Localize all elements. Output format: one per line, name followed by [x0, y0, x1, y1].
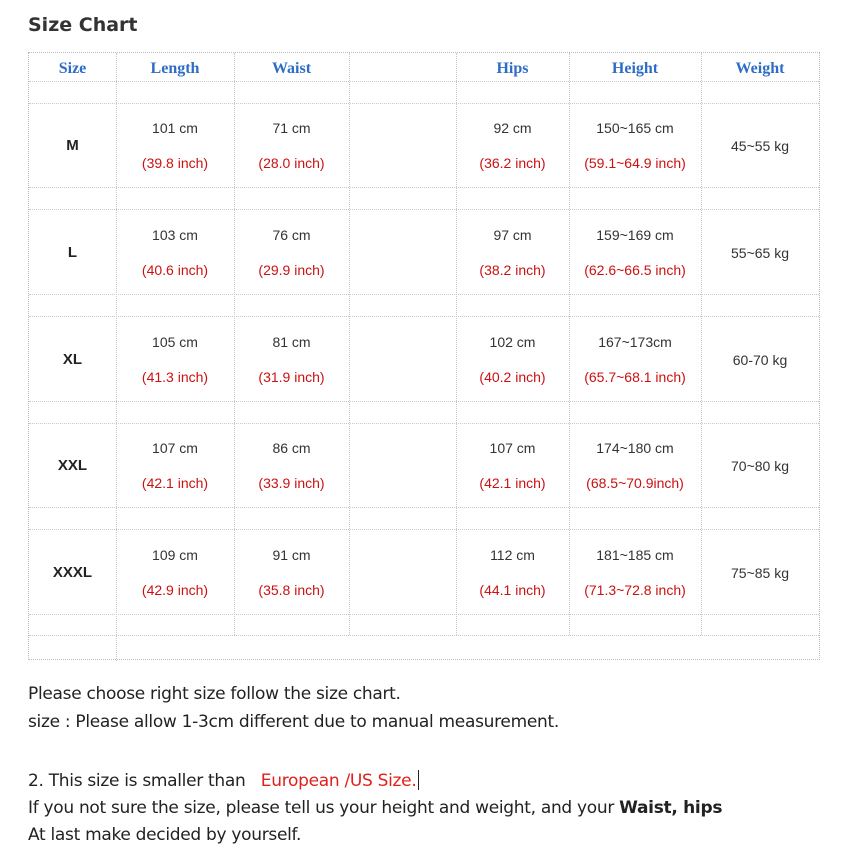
row-divider: [29, 423, 819, 424]
length-cm: 109 cm: [152, 547, 198, 563]
hips-cm: 107 cm: [489, 440, 536, 456]
note-line-3: [28, 770, 419, 791]
note-line-3-prefix: 2. This size is smaller than: [28, 771, 246, 791]
length-inch: (40.6 inch): [141, 262, 209, 278]
height-inch: (62.6~66.5 inch): [584, 262, 686, 278]
header-length: Length: [150, 60, 200, 77]
hips-inch: (42.1 inch): [479, 475, 546, 491]
waist-cm: 86 cm: [272, 440, 311, 456]
height-inch: (68.5~70.9inch): [586, 475, 684, 491]
note-bold-waist-hips: Waist, hips: [619, 798, 723, 818]
hips-cm: 97 cm: [493, 227, 532, 243]
waist-cm: 71 cm: [272, 120, 311, 136]
row-divider: [29, 507, 819, 508]
weight-value: 70~80 kg: [731, 458, 789, 474]
waist-inch: (28.0 inch): [258, 155, 325, 171]
hips-cm: 92 cm: [493, 120, 532, 136]
row-divider: [29, 401, 819, 402]
row-divider: [29, 529, 819, 530]
length-cm: 105 cm: [152, 334, 198, 350]
size-label: XXL: [57, 457, 88, 474]
height-inch: (59.1~64.9 inch): [584, 155, 686, 171]
height-inch: (65.7~68.1 inch): [584, 369, 686, 385]
waist-cm: 91 cm: [272, 547, 311, 563]
column-divider: [116, 53, 117, 661]
waist-inch: (31.9 inch): [258, 369, 325, 385]
hips-inch: (38.2 inch): [479, 262, 546, 278]
hips-inch: (44.1 inch): [479, 582, 546, 598]
length-cm: 103 cm: [152, 227, 198, 243]
header-waist: Waist: [271, 60, 312, 77]
row-divider: [29, 635, 819, 636]
weight-value: 45~55 kg: [731, 138, 789, 154]
column-divider: [349, 53, 350, 635]
size-label: XXXL: [52, 564, 93, 581]
height-cm: 150~165 cm: [596, 120, 674, 136]
header-hips: Hips: [496, 60, 529, 77]
hips-cm: 112 cm: [490, 547, 535, 563]
waist-cm: 81 cm: [272, 334, 311, 350]
waist-inch: (29.9 inch): [258, 262, 325, 278]
note-highlight-european-us-size: European /US Size.: [260, 771, 417, 791]
note-line-1: Please choose right size follow the size chart.: [28, 684, 401, 704]
waist-inch: (33.9 inch): [258, 475, 325, 491]
header-height: Height: [611, 60, 659, 77]
hips-inch: (40.2 inch): [479, 369, 546, 385]
size-label: M: [66, 137, 79, 154]
hips-inch: (36.2 inch): [479, 155, 546, 171]
height-cm: 181~185 cm: [596, 547, 674, 563]
row-divider: [29, 187, 819, 188]
height-cm: 159~169 cm: [596, 227, 674, 243]
row-divider: [29, 294, 819, 295]
weight-value: 55~65 kg: [731, 245, 789, 261]
length-inch: (41.3 inch): [141, 369, 209, 385]
length-cm: 107 cm: [152, 440, 198, 456]
row-divider: [29, 614, 819, 615]
note-line-5: At last make decided by yourself.: [28, 825, 302, 845]
text-cursor: [418, 770, 419, 790]
length-inch: (39.8 inch): [141, 155, 209, 171]
waist-inch: (35.8 inch): [258, 582, 325, 598]
weight-value: 60-70 kg: [732, 352, 788, 368]
header-size: Size: [58, 60, 87, 77]
height-cm: 167~173cm: [598, 334, 672, 350]
hips-cm: 102 cm: [489, 334, 536, 350]
length-cm: 101 cm: [152, 120, 198, 136]
note-line-4: [28, 798, 722, 818]
weight-value: 75~85 kg: [731, 565, 789, 581]
row-divider: [29, 81, 819, 82]
note-line-2: size : Please allow 1-3cm different due to manual measurement.: [28, 712, 559, 732]
row-divider: [29, 209, 819, 210]
length-inch: (42.1 inch): [141, 475, 209, 491]
header-weight: Weight: [735, 60, 785, 77]
row-divider: [29, 316, 819, 317]
size-chart-table: [28, 52, 820, 660]
waist-cm: 76 cm: [272, 227, 311, 243]
page-title: Size Chart: [28, 14, 138, 36]
size-label: XL: [62, 351, 83, 368]
note-line-4-prefix: If you not sure the size, please tell us your height and weight, and your: [28, 798, 615, 818]
height-inch: (71.3~72.8 inch): [584, 582, 686, 598]
length-inch: (42.9 inch): [141, 582, 209, 598]
size-label: L: [67, 244, 78, 261]
height-cm: 174~180 cm: [596, 440, 674, 456]
row-divider: [29, 103, 819, 104]
